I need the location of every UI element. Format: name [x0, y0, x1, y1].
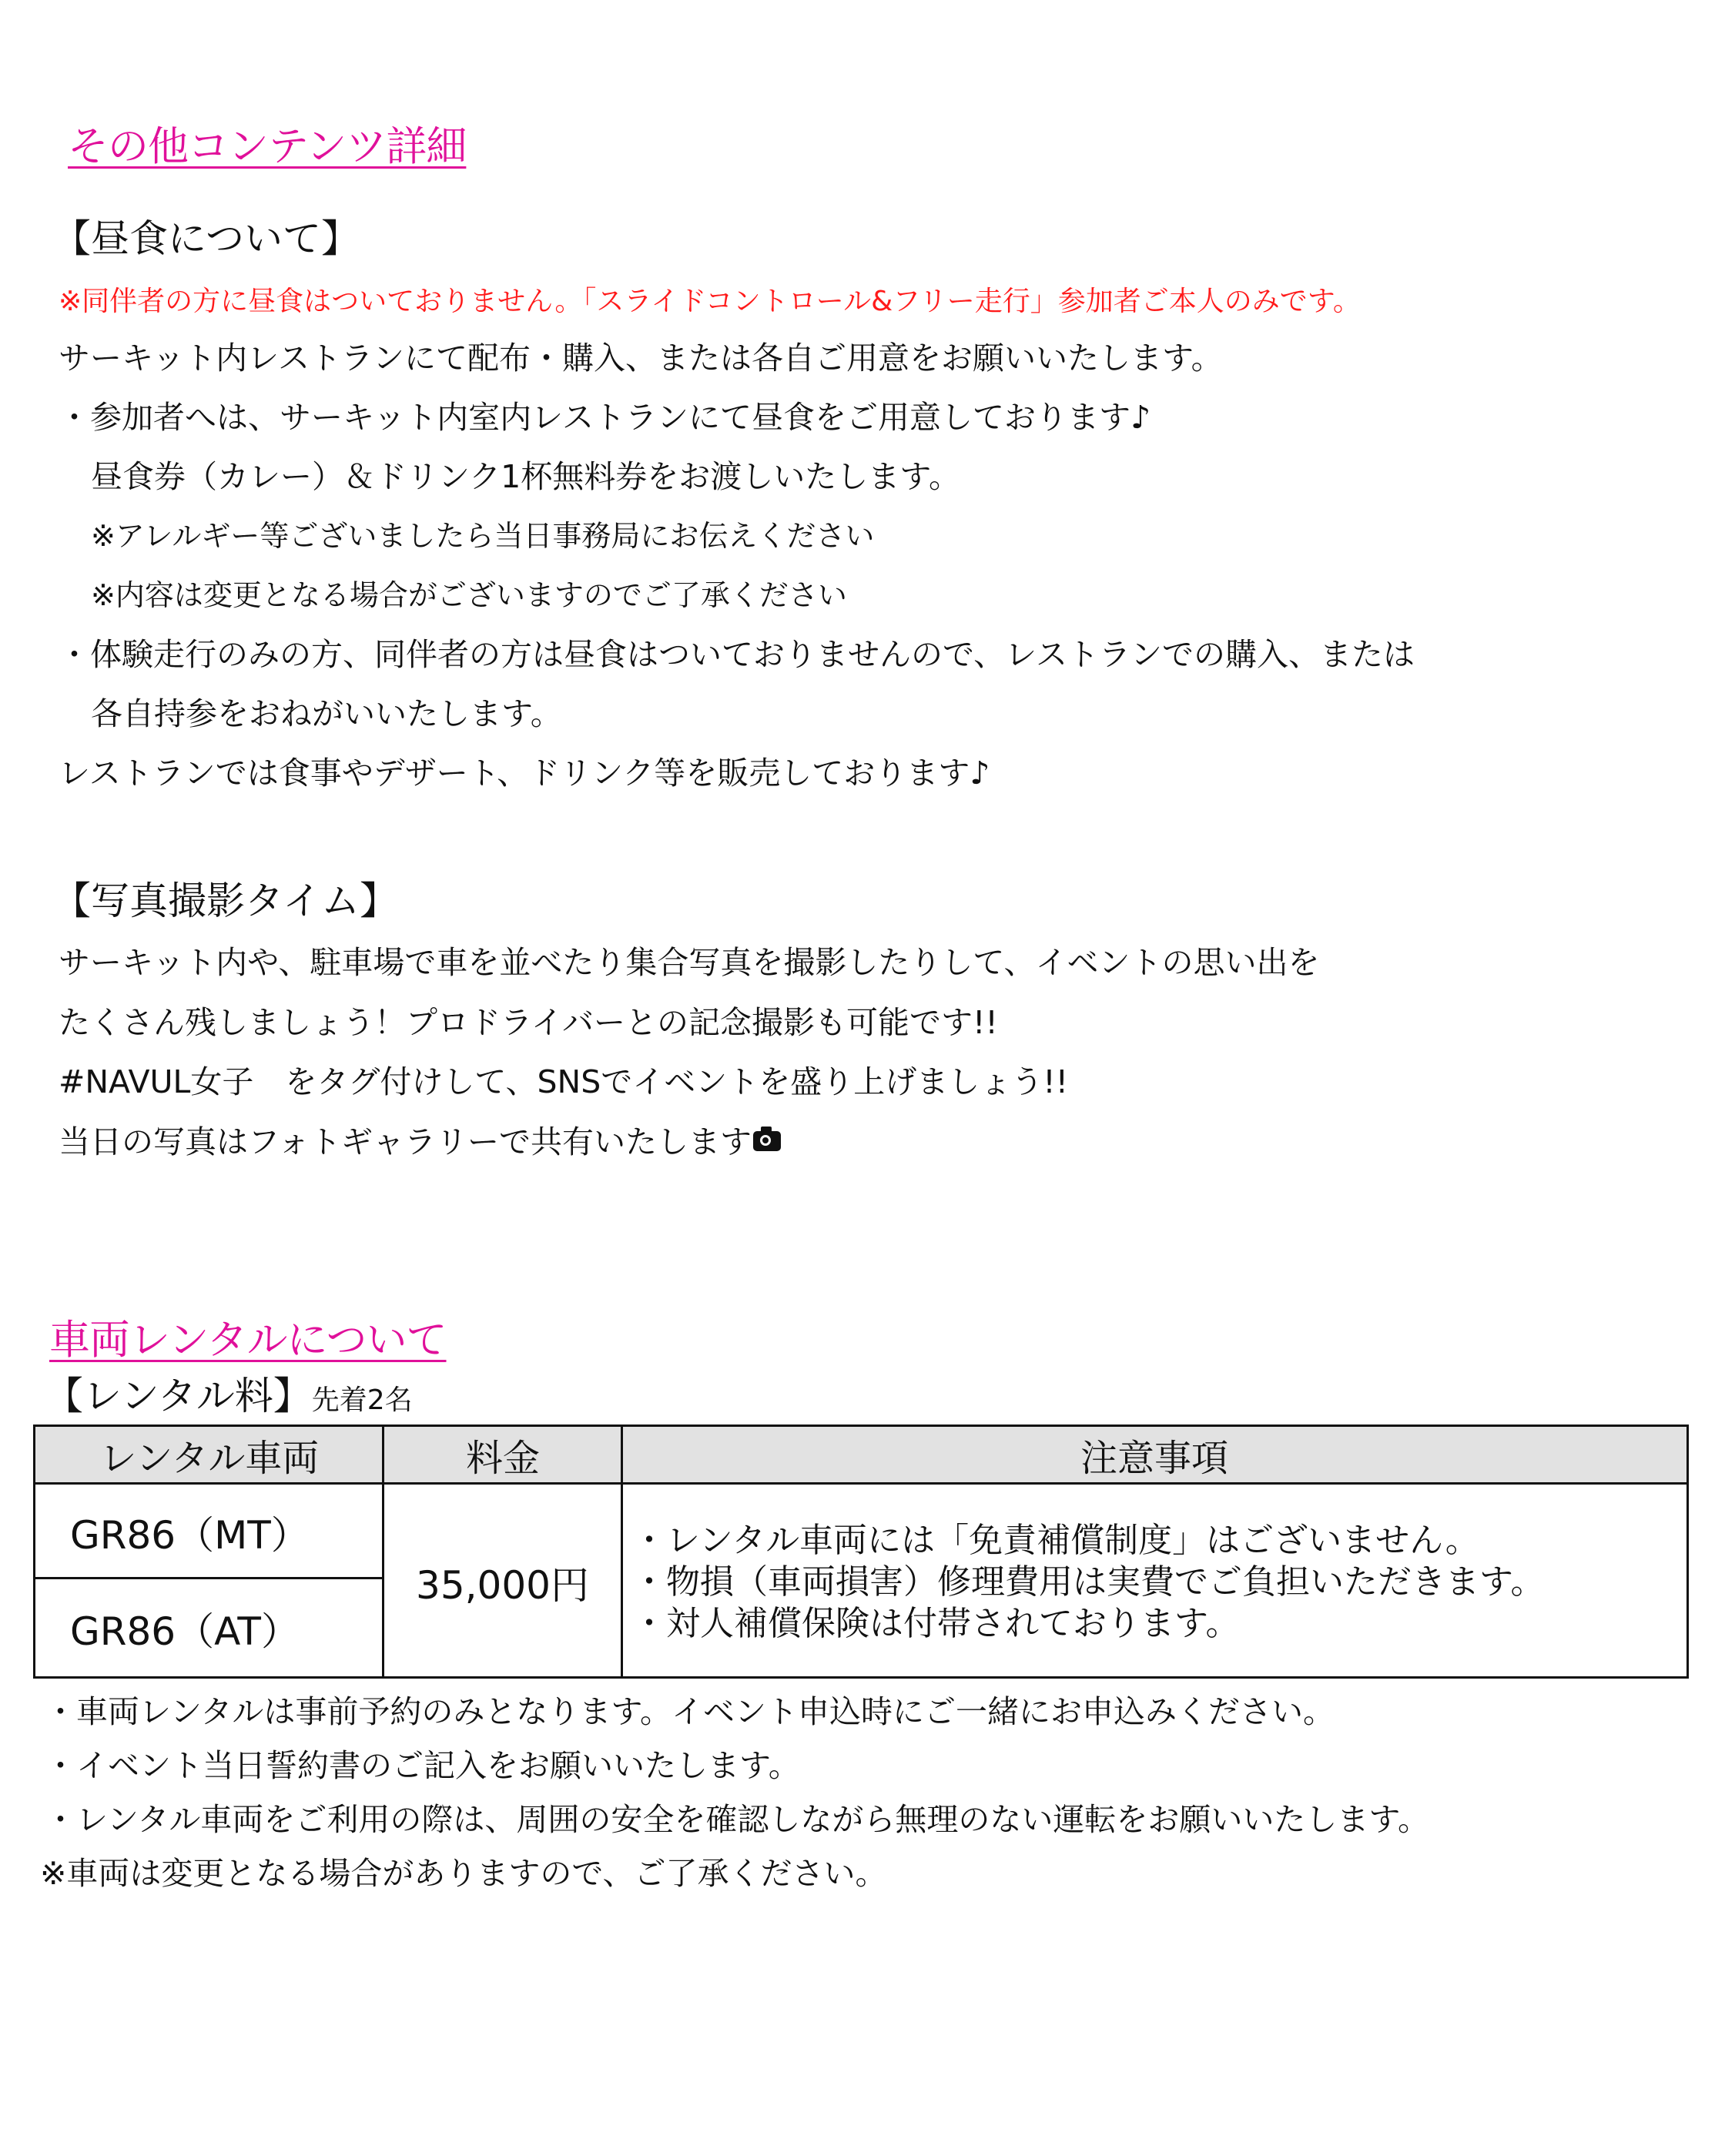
rental-fee-heading-wrap [45, 1365, 413, 1421]
photo-line-2: たくさん残しましょう！プロドライバーとの記念撮影も可能です!! [59, 1004, 998, 1041]
lunch-heading: 【昼食について】 [52, 216, 360, 261]
lunch-line-5: ※内容は変更となる場合がございますのでご了承ください [91, 578, 847, 612]
photo-line-4-wrap [59, 1116, 781, 1162]
table-cell-price: 35,000円 [416, 1562, 589, 1608]
photo-line-4: 当日の写真はフォトギャラリーで共有いたします [59, 1123, 752, 1160]
lunch-line-2: ・参加者へは、サーキット内室内レストランにて昼食をご用意しております♪ [59, 399, 1151, 436]
photo-line-1: サーキット内や、駐車場で車を並べたり集合写真を撮影したりして、イベントの思い出を [59, 944, 1320, 981]
rental-title: 車両レンタルについて [49, 1317, 447, 1364]
rental-footer-3: ・レンタル車両をご利用の際は、周囲の安全を確認しながら無理のない運転をお願いいたします。 [45, 1801, 1430, 1838]
rental-fee-heading: 【レンタル料】 [45, 1374, 312, 1418]
table-cell-notes [632, 1487, 1544, 1677]
table-header-car: レンタル車両 [35, 1427, 384, 1485]
rental-table [33, 1424, 1689, 1679]
rental-fee-note: 先着2名 [311, 1384, 413, 1416]
lunch-line-1: サーキット内レストランにて配布・購入、または各自ご用意をお願いいたします。 [59, 340, 1223, 377]
contents-title: その他コンテンツ詳細 [68, 123, 467, 170]
lunch-line-8: レストランでは食事やデザート、ドリンク等を販売しております♪ [59, 755, 990, 792]
table-note-3: ・対人補償保険は付帯されております。 [632, 1603, 1240, 1643]
table-cell-car-mt: GR86（MT） [70, 1512, 310, 1558]
photo-line-3: #NAVUL女子 をタグ付けして、SNSでイベントを盛り上げましょう!! [59, 1063, 1069, 1100]
table-header-notes: 注意事項 [622, 1427, 1686, 1485]
table-divider-2 [621, 1427, 623, 1676]
lunch-line-4: ※アレルギー等ございましたら当日事務局にお伝えください [91, 519, 875, 553]
lunch-red-note: ※同伴者の方に昼食はついておりません。「スライドコントロール&フリー走行」参加者ご本人のみです。 [59, 286, 1361, 317]
photo-heading: 【写真撮影タイム】 [52, 879, 398, 923]
table-note-2: ・物損（車両損害）修理費用は実費でご負担いただきます。 [632, 1562, 1545, 1602]
lunch-line-6: ・体験走行のみの方、同伴者の方は昼食はついておりませんので、レストランでの購入、または [59, 636, 1415, 673]
rental-footer-1: ・車両レンタルは事前予約のみとなります。イベント申込時にご一緒にお申込みください。 [45, 1693, 1335, 1730]
rental-footer-4: ※車両は変更となる場合がありますので、ご了承ください。 [40, 1855, 887, 1892]
table-note-1: ・レンタル車両には「免責補償制度」はございません。 [632, 1520, 1479, 1560]
table-header-price: 料金 [384, 1427, 622, 1485]
lunch-line-3: 昼食券（カレー）＆ドリンク1杯無料券をお渡しいたします。 [91, 458, 960, 495]
lunch-line-7: 各自持参をおねがいいたします。 [91, 695, 562, 732]
camera-icon [753, 1131, 781, 1151]
table-cell-car-at: GR86（AT） [70, 1609, 300, 1654]
rental-footer-2: ・イベント当日誓約書のご記入をお願いいたします。 [45, 1747, 800, 1784]
